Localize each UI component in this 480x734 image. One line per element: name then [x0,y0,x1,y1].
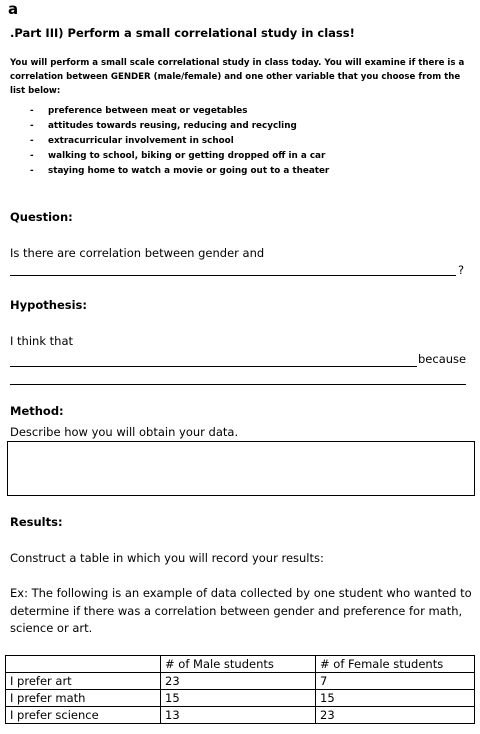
method-label: Method: [10,404,64,418]
list-item: - staying home to watch a movie or going out to a theater [30,164,329,179]
figure-label: a [8,0,19,18]
table-cell: 23 [316,707,475,724]
hypothesis-answer-line[interactable] [10,366,417,367]
table-cell: 7 [316,673,475,690]
table-cell: 23 [161,673,316,690]
part-heading: .Part III) Perform a small correlational study in class! [10,26,355,40]
table-cell: I prefer math [6,690,161,707]
results-example: Ex: The following is an example of data collected by one student who wanted to determine if there was a correlation between gender and preference for math, science or art. [10,586,472,635]
list-item: - extracurricular involvement in school [30,134,329,149]
question-label: Question: [10,210,73,224]
table-cell: 15 [161,690,316,707]
table-header-cell: # of Male students [161,656,316,673]
results-instruction: Construct a table in which you will record your results: [10,551,324,565]
table-row [6,690,475,707]
hypothesis-label: Hypothesis: [10,298,87,312]
variable-options-list [30,104,329,179]
table-cell: I prefer science [6,707,161,724]
intro-paragraph: You will perform a small scale correlational study in class today. You will examine if there is a correlation between GENDER (male/female) and one other variable that you choose from the list below: [10,58,465,96]
hypothesis-because: because [418,352,467,366]
results-table [5,655,475,724]
list-item: - attitudes towards reusing, reducing and recycling [30,119,329,134]
table-header-row [6,656,475,673]
hypothesis-reason-line[interactable] [10,384,466,385]
table-header-cell [6,656,161,673]
table-row [6,673,475,690]
hypothesis-text: I think that [10,334,73,348]
table-cell: 13 [161,707,316,724]
list-item: - preference between meat or vegetables [30,104,329,119]
table-row [6,707,475,724]
table-cell: 15 [316,690,475,707]
table-header-cell: # of Female students [316,656,475,673]
results-label: Results: [10,515,63,529]
question-text: Is there are correlation between gender and [10,246,265,260]
list-item: - walking to school, biking or getting dropped off in a car [30,149,329,164]
method-answer-box[interactable] [7,441,475,496]
question-mark: ? [458,263,465,277]
table-cell: I prefer art [6,673,161,690]
question-answer-line[interactable] [10,275,456,276]
method-text: Describe how you will obtain your data. [10,425,239,439]
